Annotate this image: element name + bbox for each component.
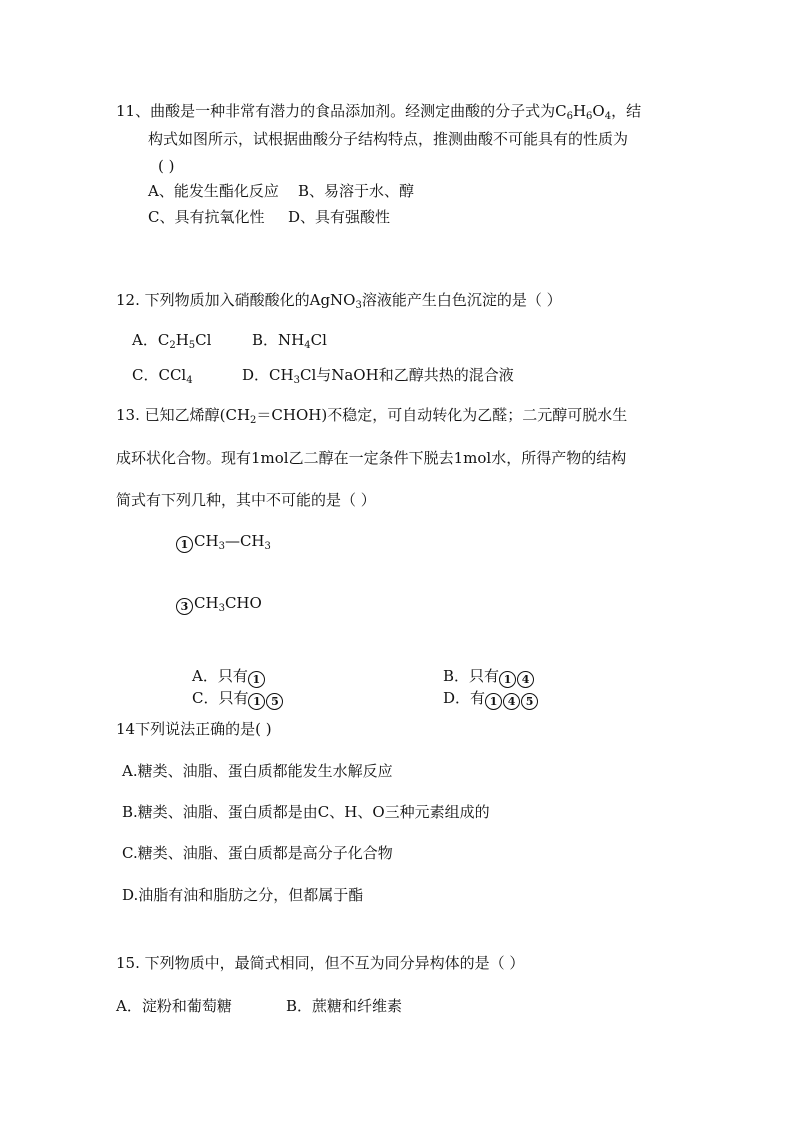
q14-option-a: A.糖类、油脂、蛋白质都能发生水解反应 — [122, 762, 393, 780]
q14-stem: 14下列说法正确的是( ) — [116, 720, 272, 738]
q13-option-d: D．有 1 4 5 — [443, 688, 539, 710]
q12-option-d: D．$CH_3Cl$与NaOH和乙醇共热的混合液 — [242, 366, 514, 386]
circled-number: 5 — [521, 693, 538, 710]
q12-option-b: B．$NH_4Cl$ — [252, 331, 327, 351]
circled-number: 3 — [176, 598, 193, 615]
q11-option-d: D、具有强酸性 — [288, 208, 391, 226]
q12-option-c: C．CCl$_4$ — [132, 366, 193, 386]
circled-number: 5 — [266, 693, 283, 710]
q11-stem-line1: 11、曲酸是一种非常有潜力的食品添加剂。经测定曲酸的分子式为$C_6H_6O_4$，结 — [116, 102, 642, 122]
q14-option-b: B.糖类、油脂、蛋白质都是由C、H、O三种元素组成的 — [122, 803, 490, 821]
q15-option-b: B．蔗糖和纤维素 — [286, 997, 403, 1015]
q13-stem-line2: 成环状化合物。现有1mol乙二醇在一定条件下脱去1mol水，所得产物的结构 — [116, 449, 627, 467]
q12-stem: 12. 下列物质加入硝酸酸化的AgNO$_3$溶液能产生白色沉淀的是（ ） — [116, 291, 562, 311]
q11-answer-bracket: ( ) — [158, 157, 175, 175]
q14-option-d: D.油脂有油和脂肪之分，但都属于酯 — [122, 886, 364, 904]
q11-stem-line2: 构式如图所示，试根据曲酸分子结构特点，推测曲酸不可能具有的性质为 — [148, 130, 629, 148]
q13-option-c: C．只有 1 5 — [192, 688, 284, 710]
circled-number: 1 — [485, 693, 502, 710]
q15-stem: 15. 下列物质中，最简式相同，但不互为同分异构体的是（ ） — [116, 954, 525, 972]
q14-option-c: C.糖类、油脂、蛋白质都是高分子化合物 — [122, 844, 393, 862]
circled-number: 4 — [503, 693, 520, 710]
q13-item-3: 3 $CH_3CHO$ — [176, 593, 262, 615]
q11-option-c: C、具有抗氧化性 — [148, 208, 265, 226]
circled-number: 1 — [499, 671, 516, 688]
q13-option-a: A．只有 1 — [192, 666, 266, 688]
circled-number: 1 — [176, 536, 193, 553]
q12-option-a: A．$C_2H_5Cl$ — [132, 331, 212, 351]
q13-stem-line1: 13. 已知乙烯醇$(CH_2=CHOH)$不稳定，可自动转化为乙醛；二元醇可脱水生 — [116, 406, 628, 426]
q13-stem-line3: 简式有下列几种，其中不可能的是（ ） — [116, 491, 376, 509]
circled-number: 4 — [517, 671, 534, 688]
q11-option-a: A、能发生酯化反应 — [148, 182, 279, 200]
q13-item-1: 1 $CH_3—CH_3$ — [176, 531, 271, 553]
q13-option-b: B．只有 1 4 — [443, 666, 535, 688]
q15-option-a: A．淀粉和葡萄糖 — [116, 997, 232, 1015]
circled-number: 1 — [248, 671, 265, 688]
circled-number: 1 — [248, 693, 265, 710]
q11-option-b: B、易溶于水、醇 — [298, 182, 415, 200]
